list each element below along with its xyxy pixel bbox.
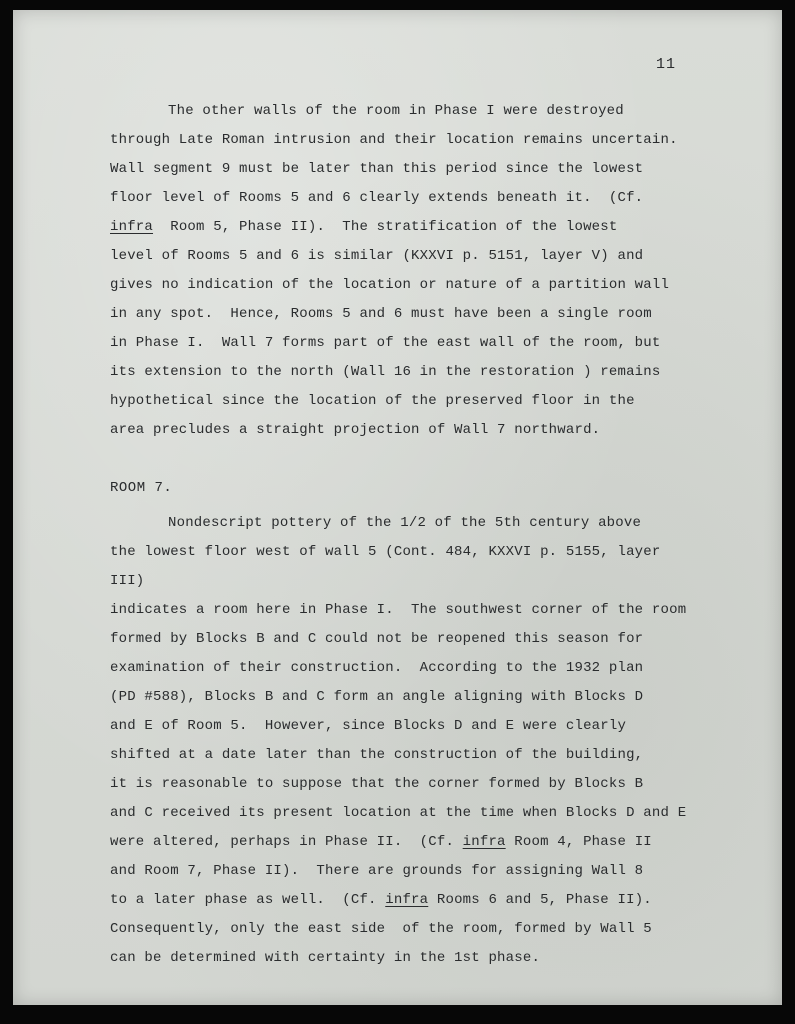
text-line: in any spot. Hence, Rooms 5 and 6 must have been a single room (110, 306, 652, 322)
text-line: its extension to the north (Wall 16 in the restoration ) remains (110, 364, 661, 380)
underlined-text: infra (110, 219, 154, 235)
text-line: The other walls of the room in Phase I were destroyed (168, 103, 624, 119)
text-line: formed by Blocks B and C could not be reopened this season for (110, 631, 644, 647)
text-line: area precludes a straight projection of Wall 7 northward. (110, 422, 601, 438)
text-line: and C received its present location at the time when Blocks D and E (110, 805, 687, 821)
text-line: indicates a room here in Phase I. The southwest corner of the room (110, 602, 687, 618)
document-page (13, 10, 782, 1005)
text-line: and E of Room 5. However, since Blocks D and E were clearly (110, 718, 627, 734)
text-line: examination of their construction. According to the 1932 plan (110, 660, 644, 676)
document-body (110, 97, 698, 973)
paragraph (110, 509, 698, 973)
section-heading (110, 474, 698, 503)
text-line: Consequently, only the east side of the room, formed by Wall 5 (110, 921, 652, 937)
text-line: ROOM 7. (110, 480, 173, 496)
text-line: level of Rooms 5 and 6 is similar (KXXVI p. 5151, layer V) and (110, 248, 644, 264)
text-line: Nondescript pottery of the 1/2 of the 5th century above (168, 515, 642, 531)
text-line: shifted at a date later than the construction of the building, (110, 747, 644, 763)
text-line: through Late Roman intrusion and their location remains uncertain. (110, 132, 678, 148)
underlined-text: infra (462, 834, 506, 850)
underlined-text: infra (385, 892, 429, 908)
text-line: it is reasonable to suppose that the corner formed by Blocks B (110, 776, 644, 792)
text-line: were altered, perhaps in Phase II. (Cf. infra Room 4, Phase II (110, 834, 652, 850)
text-line: floor level of Rooms 5 and 6 clearly extends beneath it. (Cf. (110, 190, 644, 206)
text-line: gives no indication of the location or nature of a partition wall (110, 277, 670, 293)
text-line: to a later phase as well. (Cf. infra Rooms 6 and 5, Phase II). (110, 892, 652, 908)
text-line: and Room 7, Phase II). There are grounds for assigning Wall 8 (110, 863, 644, 879)
text-line: in Phase I. Wall 7 forms part of the east wall of the room, but (110, 335, 661, 351)
paragraph (110, 97, 698, 445)
page-number: 11 (655, 56, 676, 73)
text-line: (PD #588), Blocks B and C form an angle aligning with Blocks D (110, 689, 644, 705)
text-line: the lowest floor west of wall 5 (Cont. 484, KXXVI p. 5155, layer III) (110, 544, 670, 589)
text-line: can be determined with certainty in the 1st phase. (110, 950, 541, 966)
text-line: infra Room 5, Phase II). The stratification of the lowest (110, 219, 618, 235)
text-line: hypothetical since the location of the preserved floor in the (110, 393, 635, 409)
text-line: Wall segment 9 must be later than this period since the lowest (110, 161, 644, 177)
